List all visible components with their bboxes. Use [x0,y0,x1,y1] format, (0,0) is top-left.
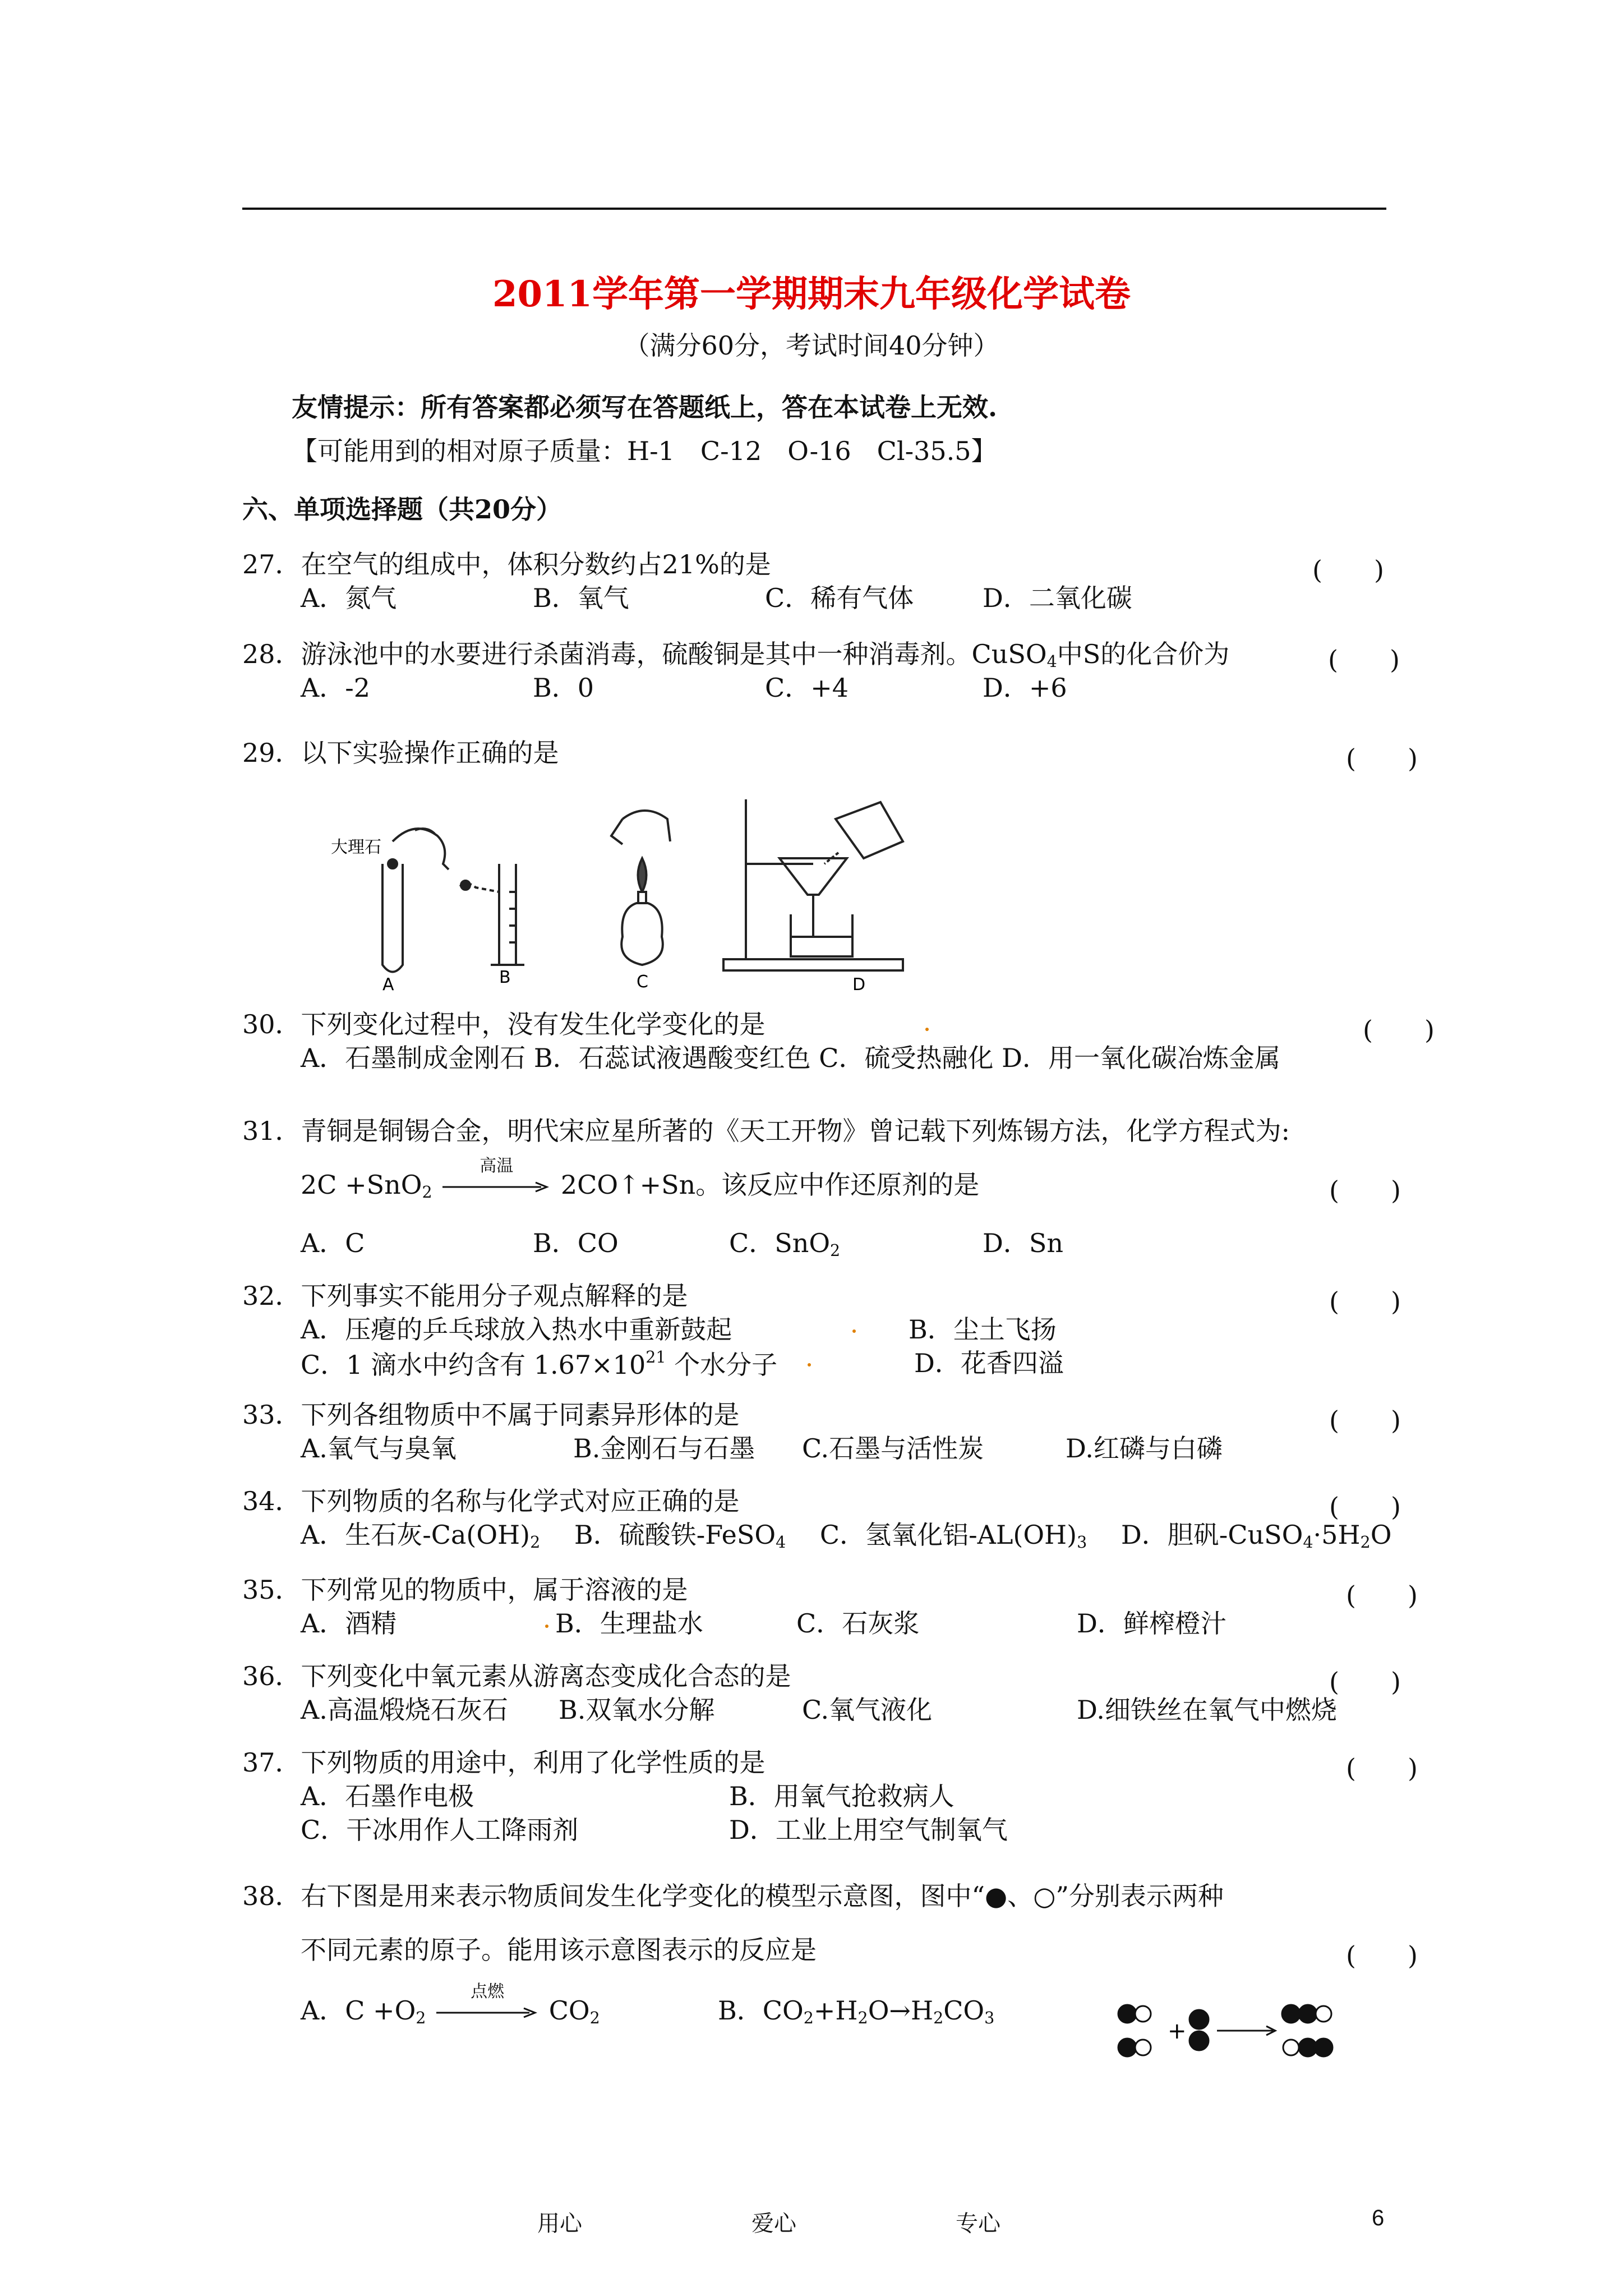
q37-option-a: A．石墨作电极 [301,1781,474,1811]
hand-c [623,811,670,841]
q31-answer-paren: ( ) [1329,1175,1401,1205]
q28-option-c: C．+4 [765,673,849,703]
black-atom [1189,2010,1209,2029]
page-title: 2011学年第一学期期末九年级化学试卷 [492,273,1131,315]
q38-option-a: A．$C +O_2$ 点燃 $CO_2$ [301,1982,600,2028]
decorative-dot [808,1363,811,1366]
q32-stem: 32．下列事实不能用分子观点解释的是 [242,1281,688,1311]
q27-option-b: B．氧气 [533,583,629,613]
q27-answer-paren: ( ) [1312,555,1384,585]
black-atom [1118,2005,1136,2023]
q38-option-b: B．$CO_2+H_2O\to H_2CO_3$ [718,1995,995,2028]
q37-option-c: C．干冰用作人工降雨剂 [301,1815,579,1845]
q27-stem: 27．在空气的组成中，体积分数约占21%的是 [242,549,771,579]
black-atom [1282,2005,1300,2023]
header-rule [242,208,1386,210]
q35-option-a: A．酒精 [301,1608,397,1639]
decorative-dot [925,1028,929,1031]
alcohol-lamp [621,903,663,965]
q27-option-c: C．稀有气体 [765,583,914,613]
q34-stem: 34．下列物质的名称与化学式对应正确的是 [242,1486,740,1516]
black-atom [1189,2031,1209,2050]
test-tube-a [382,864,403,972]
q31-option-d: D．Sn [983,1228,1064,1258]
q33-option-c: C.石墨与活性炭 [802,1433,984,1464]
q30-answer-paren: ( ) [1363,1015,1435,1045]
q31-equation: 2C +SnO$_2$ 高温 2CO↑+Sn。该反应中作还原剂的是 [301,1156,980,1202]
white-atom [1316,2006,1331,2022]
q29-stem: 29．以下实验操作正确的是 [242,738,559,768]
q37-answer-paren: ( ) [1346,1753,1418,1783]
q31-option-b: B．CO [533,1228,619,1258]
q28-stem: 28．游泳池中的水要进行杀菌消毒，硫酸铜是其中一种消毒剂。CuSO$_4$中S的化合价为 [242,639,1230,671]
flame [638,858,647,892]
graduated-cylinder [499,864,516,965]
q37-stem: 37．下列物质的用途中，利用了化学性质的是 [242,1747,766,1778]
footer-item-2: 爱心 [751,2211,796,2237]
page-number: 6 [1372,2206,1385,2230]
white-atom [1135,2006,1151,2022]
q36-answer-paren: ( ) [1329,1667,1401,1697]
q32-option-c: C．1 滴水中约含有 $1.67\times 10^{21}$ 个水分子 [301,1348,778,1380]
reaction-arrow: 高温 [440,1176,552,1198]
plus-sign: + [1168,2018,1187,2044]
molecule-model-diagram [1116,1997,1352,2064]
q28-option-d: D．+6 [983,673,1067,703]
q36-option-d: D.细铁丝在氧气中燃烧 [1077,1695,1337,1725]
q31-option-c: C．SnO$_2$ [729,1228,841,1260]
footer-item-1: 用心 [537,2211,582,2237]
q38-stem-line1: 38．右下图是用来表示物质间发生化学变化的模型示意图，图中“●、○”分别表示两种 [242,1881,1224,1911]
q33-option-b: B.金刚石与石墨 [573,1433,755,1464]
q32-option-b: B．尘土飞扬 [909,1314,1057,1345]
q32-answer-paren: ( ) [1329,1286,1401,1317]
q36-option-b: B.双氧水分解 [559,1695,715,1725]
q31-stem: 31．青铜是铜锡合金，明代宋应星所著的《天工开物》曾记载下列炼锡方法，化学方程式为: [242,1116,1290,1146]
black-atom [1118,2039,1136,2056]
q37-option-d: D．工业上用空气制氧气 [729,1815,1008,1845]
q29-answer-paren: ( ) [1346,743,1418,774]
q35-answer-paren: ( ) [1346,1580,1418,1611]
figure-label-b: B [499,968,511,987]
figure-label-c: C [637,972,648,992]
q32-option-a: A．压瘪的乒乓球放入热水中重新鼓起 [301,1314,732,1345]
q33-option-a: A.氧气与臭氧 [301,1433,457,1464]
marble [388,859,397,868]
q35-option-b: B．生理盐水 [555,1608,703,1639]
q35-stem: 35．下列常见的物质中，属于溶液的是 [242,1575,688,1605]
reaction-arrow: 点燃 [434,2001,541,2024]
decorative-dot [852,1329,856,1333]
white-atom [1135,2040,1151,2055]
beaker-d [791,914,852,956]
q33-answer-paren: ( ) [1329,1405,1401,1435]
q30-options: A．石墨制成金刚石 B．石蕊试液遇酸变红色 C．硫受热融化 D．用一氧化碳冶炼金属 [301,1043,1280,1073]
q28-answer-paren: ( ) [1328,645,1400,675]
page-subtitle: （满分60分，考试时间40分钟） [624,330,999,361]
white-atom [1283,2040,1299,2055]
lab-operations-illustration [331,797,953,993]
figure-label-a: A [382,975,394,993]
q33-stem: 33．下列各组物质中不属于同素异形体的是 [242,1400,740,1430]
q35-option-c: C．石灰浆 [796,1608,920,1639]
q36-stem: 36．下列变化中氧元素从游离态变成化合态的是 [242,1661,791,1691]
q30-stem: 30．下列变化过程中，没有发生化学变化的是 [242,1009,766,1039]
figure-label-d: D [852,975,866,993]
q36-option-c: C.氧气液化 [802,1695,933,1725]
q36-option-a: A.高温煅烧石灰石 [301,1695,508,1725]
notice: 友情提示：所有答案都必须写在答题纸上，答在本试卷上无效. [292,392,998,422]
atomic-masses: 【可能用到的相对原子质量：H-1 C-12 O-16 Cl-35.5】 [292,436,997,466]
q29-figure [331,797,953,993]
q27-option-d: D．二氧化碳 [983,583,1132,613]
q32-option-d: D．花香四溢 [914,1348,1064,1378]
section-title: 六、单项选择题（共20分） [242,494,562,524]
q34-options: A．生石灰$-Ca(OH)_2$ B．硫酸铁-FeSO$_4$ C．氢氧化铝$-AL(OH)_3$ D．胆矾$-CuSO_4\cdot 5H_2O$ [301,1520,1392,1552]
q28-option-b: B．0 [533,673,594,703]
pouring-beaker [836,802,903,858]
black-atom [1299,2005,1317,2023]
black-atom [1315,2039,1332,2056]
q37-option-b: B．用氧气抢救病人 [729,1781,955,1811]
q35-option-d: D．鲜榨橙汁 [1077,1608,1227,1639]
q38-answer-paren: ( ) [1346,1940,1418,1971]
hand-a [393,829,449,869]
footer-item-3: 专心 [956,2211,1000,2237]
q27-option-a: A．氮气 [301,583,397,613]
figure-label-marble: 大理石 [331,838,381,857]
q33-option-d: D.红磷与白磷 [1066,1433,1223,1464]
q28-option-a: A．-2 [301,673,371,703]
stand-base [723,959,903,970]
q31-option-a: A．C [301,1228,365,1258]
q38-stem-line2: 不同元素的原子。能用该示意图表示的反应是 [301,1935,817,1965]
decorative-dot [545,1625,548,1628]
q34-answer-paren: ( ) [1329,1492,1401,1522]
